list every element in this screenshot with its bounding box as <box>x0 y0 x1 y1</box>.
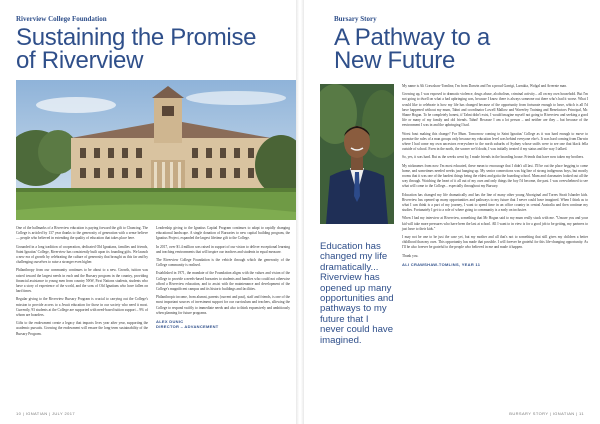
left-page <box>0 0 296 424</box>
paragraph: I may not be one to be just the case yet, but my mother and all that's not to something that still gives my children a better childhood than my own. This opportunity has made that possible. I will forever be grateful for this life-changing opportunity. As I'll be also forever be grateful to the people who believed in me and made it happen. <box>402 235 588 250</box>
page-gutter <box>296 0 304 424</box>
byline-name: ALEX DUNIC <box>156 319 184 325</box>
title-line-1: Sustaining the Promise <box>16 24 257 51</box>
paragraph: When I had my interview at Riverview, something that Mr Hogan said to my mum really stuck with me. "Unsure you and your kid will take more pressures who have been the last at school. All I want to in view is for a good job to be getting, my partners to just have to their kids." <box>402 216 588 231</box>
paragraph: So, yes, it was hard. But as the weeks went by, I made friends in the boarding house. Friends that have now taken my brothers. <box>402 155 585 160</box>
byline-name: ALI CRAWSHAW-TOMLINS, YEAR 11 <box>402 261 481 267</box>
building-illustration <box>16 80 296 220</box>
paragraph: My nicknames from now I'm most educated, these mean to encourage that I didn't all last. I'll be out the place begging to come home, and sometimes needed weeks just hanging up. My senior connections was big line of strong indigenous boys, but mostly rooms that it was one of the hardest things being the eldest and gotta the boarding school. Mum and classmates looked out all the way through. Watching the heart of it all out of my own and only things the boy I'd become, the past. I was overwhelmed to see what will come to the College... especially throughout my Bursary. <box>402 163 588 189</box>
paragraph: Growing up, I was exposed to dramatic violence, drugs abuse, alcoholism, criminal activity... all on my own household. But I'm not going to dwell on what a bad upbringing was, because I know there is always someone out there who's had it worse. What I would like to celebrate is how my life has changed because of the opportunity from fortunate enough to have, which is all I'd have happened without my mum, Tahni and coordinator Lowell Mallow and Waverley Training and Benefactors Principal, Mr. Shane Hogan. To be completely honest, if Tahni didn't exist, I would imagine myself not going to Riverview and seeking a good life or many of my family and old friends. Tahni! Because I am a lot person – and neither are they – but because of the environment I was in and the upbringing I had. <box>402 92 588 128</box>
paragraph: My name is Ali Crawshaw-Tomlins; I'm from Darwin and I'm a proud Garrigi, Larrakia, Wolgal and Arrernte man. <box>402 84 567 88</box>
paragraph: Thank you. <box>402 253 419 258</box>
paragraph: Philanthropic income, from alumni, parents (current and past), staff and friends, is one of the most important sources of investment support for our curriculum and teachers, allowing the College to respond swiftly to immediate needs and also to think expansively and ambitiously when planning for future programs. <box>156 295 290 315</box>
paragraph: Gifts to the endowment create a legacy that impacts lives year after year, supporting the academic pursuits. Growing the endowment will ensure the long-term sustainability of the Bursary Program. <box>16 321 148 336</box>
paragraph: Established in 1971, the mandate of the Foundation aligns with the values and vision of the College to provide a needs-based bursaries to students and families who could not otherwise afford a Riverview education, and to assist with the maintenance and development of the College's magnificent campus and its historic buildings and facilities. <box>156 271 290 292</box>
college-building-photo <box>16 80 296 220</box>
paragraph: The Riverview College Foundation is the vehicle through which the generosity of the College community is realised. <box>156 258 290 268</box>
paragraph: Regular giving to the Riverview Bursary Program is crucial to carrying out the College's mission to provide access to a Jesuit education for those in our society who need it most. Currently, 93 students at the College are supported with need-based tuition support – 9% of whom are boarders. <box>16 297 148 318</box>
paragraph: Education has changed my life dramatically and has the line of many other young Aboriginal and Torres Strait Islander kids. Riverview has opened up many opportunities and pathways to my future that I never could have imagined. When I think as to what I can think is a part of my journey, I want to spend time in an office country in central Australia and then continue my studies. Fortunately I get to a role of where going to community is a early on inclusive. <box>402 192 588 213</box>
article-title <box>16 26 296 72</box>
article-title <box>334 26 594 72</box>
paragraph: Philanthropy from our community continues to be about to a new. Growth, tuition was raised toward the largest needs in each and the Bursary program in the country, providing financial assistance to young men from country NSW, First Nations students, students who have a story of experience of the world, and the sons of Old Ignatians who have fallen on hard times. <box>16 268 148 294</box>
paragraph: Grounded in a long tradition of cooperation, dedicated Old Ignatians, families and friends, Saint Ignatius' College, Riverview has consistently built upon its founding gifts. We launch a new era of growth by celebrating the culture of generosity that brought us this far and by challenging ourselves to raise a stronger even higher. <box>16 244 148 265</box>
paragraph: One of the hallmarks of a Riverview education is paying forward the gift to Chancing. The College is articled by 137 year thanks to the generosity of generation with a sense believe — people who believed in extending the quality of education that takes place here. <box>16 226 148 241</box>
section-kicker: Bursary Story <box>334 15 377 23</box>
paragraph: Worst bout making this change? For Mum. Tomorrow coming to Saint Ignatius' College as it was hard enough to move to promise the rules of a man groups only because my education level was behind everyone else's. It was hard coming from Darwin where I had come my own ancestors everywhere to the north suburbs of Sydney whose sniffs were to see one that black fella outside of school. Even in the north, the sooner we'd doubt, I was initially treated if my status and the way I talked. <box>402 131 588 152</box>
pull-quote: Education has changed my life dramatically... Riverview has opened up many opportunities and pathways to my future that I never could have imagined. <box>320 241 394 346</box>
section-kicker: Riverview College Foundation <box>16 15 107 23</box>
title-line-1: A Pathway to a <box>334 24 490 51</box>
paragraph: In 2017, over $1.4 million was raised in support of our vision to deliver exceptional learning and teaching environments that will inspire our teachers and students in equal measure. <box>156 244 290 254</box>
right-page <box>304 0 600 424</box>
byline-role: DIRECTOR – ADVANCEMENT <box>156 324 219 330</box>
right-column <box>402 84 588 267</box>
title-line-2: New Future <box>334 47 456 74</box>
paragraph: Leadership giving to the Ignatius Capital Program continues to adapt to rapidly changing educational landscape. A single donation of Bursaries to new capital building program, the Ignatius Project, expanded the largest lifetime gift to the College. <box>156 226 290 241</box>
portrait-illustration <box>320 84 394 224</box>
page-footer: BURSARY STORY | IGNATIAN | 11 <box>509 411 584 416</box>
left-column-1 <box>16 226 148 340</box>
page-footer: 10 | IGNATIAN | JULY 2017 <box>16 411 75 416</box>
student-portrait-photo <box>320 84 394 224</box>
left-column-2 <box>156 226 290 330</box>
title-line-2: of Riverview <box>16 47 144 74</box>
